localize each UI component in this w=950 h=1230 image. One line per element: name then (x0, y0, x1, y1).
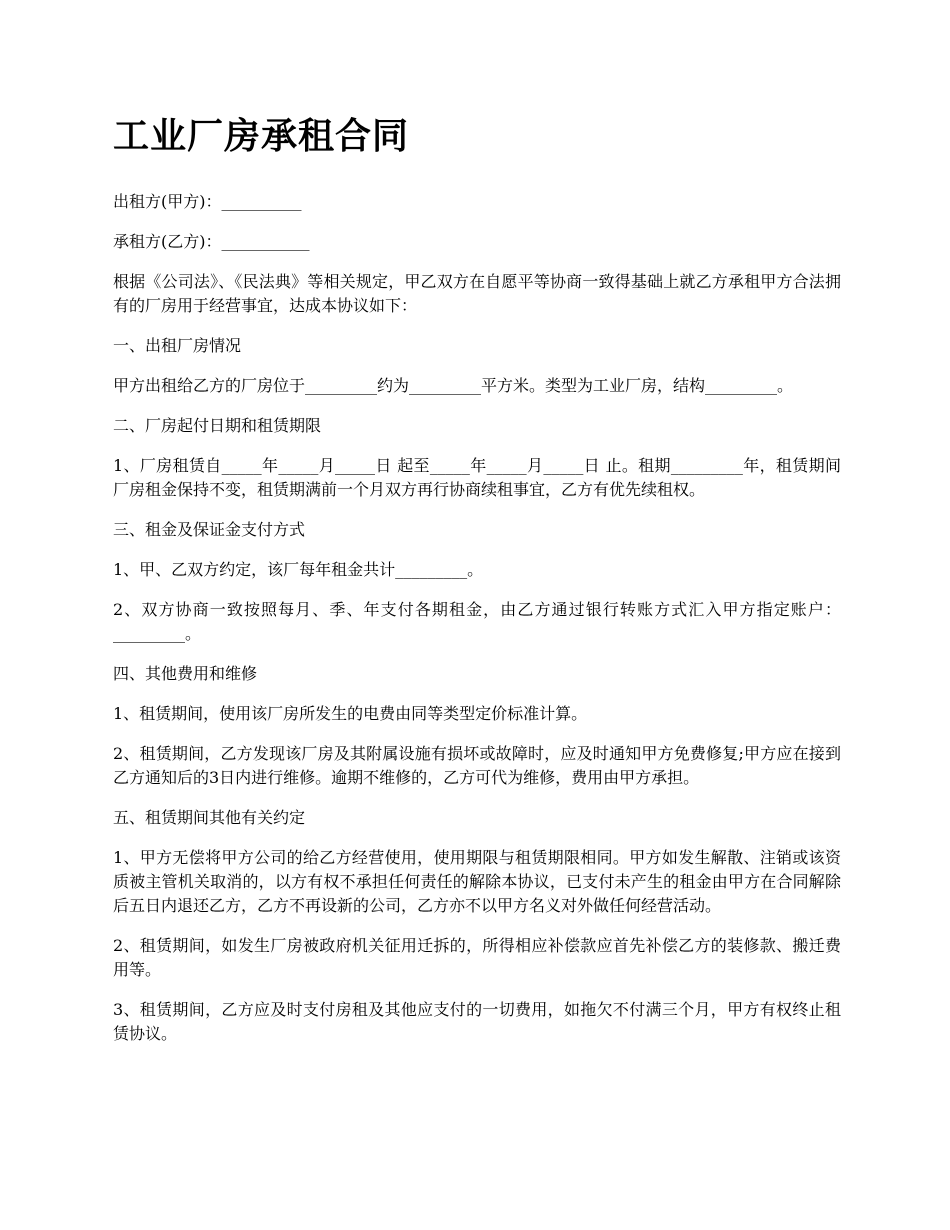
document-page (113, 112, 841, 1062)
section-heading-3: 三、租金及保证金支付方式 (113, 520, 306, 539)
section-4-paragraph-2: 2、租赁期间，乙方发现该厂房及其附属设施有损坏或故障时，应及时通知甲方免费修复;甲方应在接到乙方通知后的3日内进行维修。逾期不维修的，乙方可代为维修，费用由甲方承担。 (113, 744, 841, 787)
lessor-line: 出租方(甲方)：__________ (113, 192, 302, 211)
section-heading-1: 一、出租厂房情况 (113, 336, 242, 355)
section-heading-5: 五、租赁期间其他有关约定 (113, 808, 306, 827)
section-3-paragraph-1: 1、甲、乙双方约定，该厂每年租金共计_________。 (113, 560, 484, 579)
preamble-paragraph: 根据《公司法》、《民法典》等相关规定，甲乙双方在自愿平等协商一致得基础上就乙方承租甲方合法拥有的厂房用于经营事宜，达成本协议如下： (113, 272, 841, 315)
section-1-paragraph: 甲方出租给乙方的厂房位于_________约为_________平方米。类型为工业厂房，结构_________。 (113, 376, 794, 395)
section-5-paragraph-2: 2、租赁期间，如发生厂房被政府机关征用迁拆的，所得相应补偿款应首先补偿乙方的装修款、搬迁费用等。 (113, 936, 841, 979)
section-3-paragraph-2: 2、双方协商一致按照每月、季、年支付各期租金，由乙方通过银行转账方式汇入甲方指定账户：_________。 (113, 600, 841, 643)
lessee-line: 承租方(乙方)：___________ (113, 232, 310, 251)
section-5-paragraph-3: 3、租赁期间，乙方应及时支付房租及其他应支付的一切费用，如拖欠不付满三个月，甲方有权终止租赁协议。 (113, 1000, 841, 1043)
section-heading-4: 四、其他费用和维修 (113, 664, 258, 683)
section-5-paragraph-1: 1、甲方无偿将甲方公司的给乙方经营使用，使用期限与租赁期限相同。甲方如发生解散、注销或该资质被主管机关取消的，以方有权不承担任何责任的解除本协议，已支付未产生的租金由甲方在合同解除后五日内退还乙方，乙方不再设新的公司，乙方亦不以甲方名义对外做任何经营活动。 (113, 848, 841, 915)
document-title: 工业厂房承租合同 (113, 115, 410, 157)
section-heading-2: 二、厂房起付日期和租赁期限 (113, 416, 322, 435)
section-2-paragraph-1: 1、厂房租赁自_____年_____月_____日 起至_____年_____月_____日 止。租期_________年，租赁期间厂房租金保持不变，租赁期满前一个月双方再行协商续租事宜，乙方有优先续租权。 (113, 456, 841, 499)
section-4-paragraph-1: 1、租赁期间，使用该厂房所发生的电费由同等类型定价标准计算。 (113, 704, 588, 723)
